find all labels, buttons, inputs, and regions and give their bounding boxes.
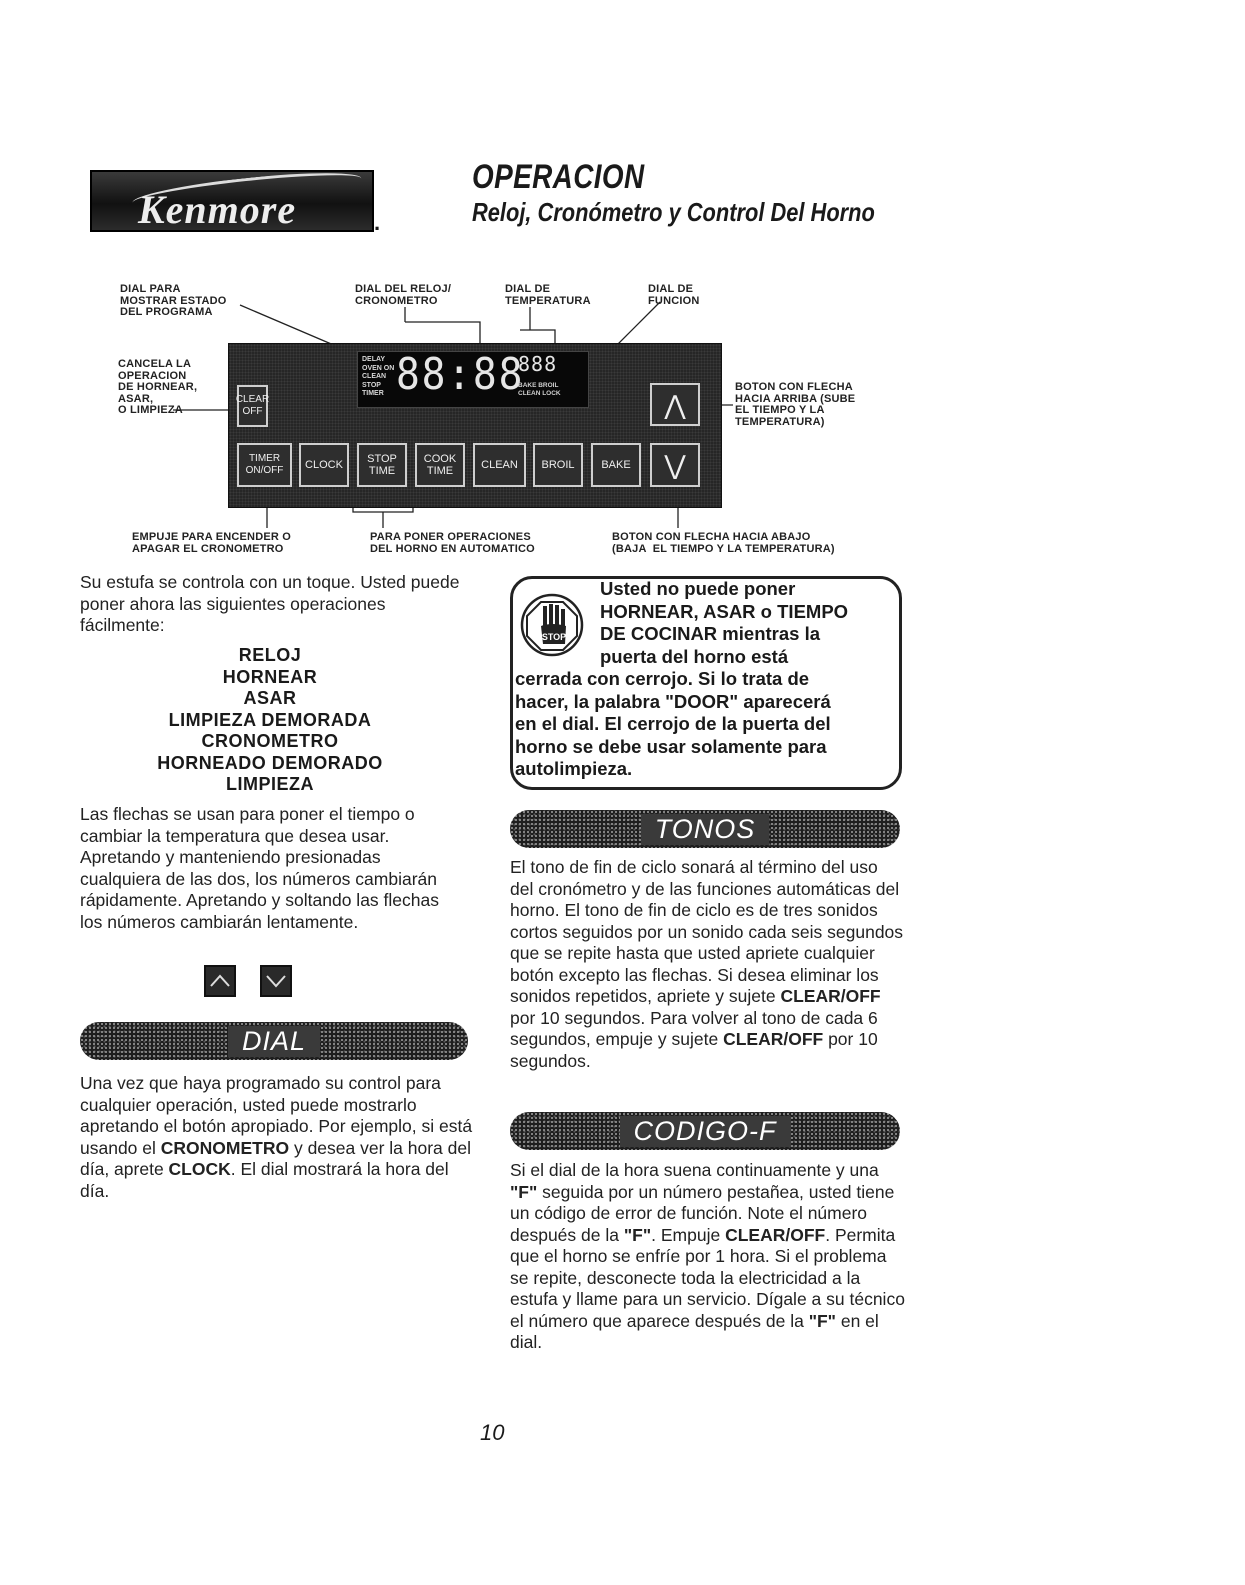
clear-off-button[interactable]: CLEAR OFF — [237, 385, 268, 427]
codigo-text-bold: "F" — [510, 1181, 538, 1202]
codigo-f-text — [510, 1160, 905, 1354]
timer-on-off-button[interactable]: TIMER ON/OFF — [237, 443, 292, 487]
bake-button[interactable]: BAKE — [591, 443, 641, 487]
warning-line: puerta del horno está — [600, 645, 789, 667]
codigo-f-banner — [510, 1112, 900, 1150]
stop-hand-icon — [519, 592, 585, 658]
display-temperature-digits: 888 — [518, 352, 558, 376]
dial-text-part: Una vez que haya programado su control para cualquier operación, usted puede mostrarlo apretando el botón apropiado. Por ejemplo, si está usando el — [80, 1073, 473, 1158]
callout-leader-lines — [0, 0, 1245, 600]
warning-line: en el dial. El cerrojo de la puerta del — [515, 713, 831, 734]
codigo-text-bold: "F" — [808, 1310, 836, 1331]
clean-button[interactable]: CLEAN — [473, 443, 526, 487]
callout-flecha-abajo: BOTON CON FLECHA HACIA ABAJO (BAJA EL TIEMPO Y LA TEMPERATURA) — [612, 531, 835, 555]
clock-button[interactable]: CLOCK — [299, 443, 349, 487]
warning-line: HORNEAR, ASAR o TIEMPO — [600, 600, 849, 622]
callout-dial-reloj: DIAL DEL RELOJ/ CRONOMETRO — [355, 283, 452, 307]
page-number: 10 — [480, 1420, 505, 1445]
tonos-text-bold: CLEAR/OFF — [780, 986, 881, 1006]
tonos-text-part: por 10 segundos. — [510, 1029, 878, 1071]
operation-hornear: HORNEAR — [222, 666, 318, 687]
down-arrow-icon — [260, 965, 292, 997]
dial-text-bold: CLOCK — [168, 1159, 231, 1179]
intro-text: Su estufa se controla con un toque. Usted puede poner ahora las siguientes operaciones fácilmente: — [80, 572, 460, 635]
operations-list — [80, 645, 460, 796]
callout-dial-funcion: DIAL DE FUNCION — [648, 283, 700, 307]
dial-text-part: . El dial mostrará la hora del día. — [80, 1159, 449, 1201]
operation-reloj: RELOJ — [238, 645, 302, 665]
operation-limpieza: LIMPIEZA — [226, 774, 314, 794]
tonos-banner-label: TONOS — [641, 814, 770, 845]
operation-asar: ASAR — [243, 688, 297, 708]
stop-icon-label: STOP — [541, 632, 567, 642]
page-title: OPERACION — [472, 158, 645, 196]
logo-dot: . — [374, 210, 381, 235]
codigo-text-part: . Permita que el horno se enfríe por 1 hora. Si el problema se repite, desconecte toda la electricidad a la estufa y llame para un servicio. Dígale a su técnico el número que aparece después de la — [510, 1224, 905, 1331]
cook-time-button[interactable]: COOK TIME — [415, 443, 465, 487]
dial-text-part: y desea ver la hora del día, aprete — [80, 1137, 472, 1179]
stop-time-button[interactable]: STOP TIME — [357, 443, 407, 487]
callout-dial-temperatura: DIAL DE TEMPERATURA — [505, 283, 591, 307]
down-arrow-button[interactable]: ⋁ — [650, 443, 700, 487]
codigo-text-bold: CLEAR/OFF — [725, 1224, 826, 1245]
warning-line: hacer, la palabra "DOOR" aparecerá — [515, 690, 831, 712]
dial-banner-label: DIAL — [228, 1026, 320, 1057]
callout-para-poner: PARA PONER OPERACIONES DEL HORNO EN AUTOMATICO — [370, 531, 535, 555]
dial-text — [80, 1073, 475, 1202]
display-status-indicators: DELAY OVEN ON CLEAN STOP TIMER — [362, 356, 395, 397]
codigo-text-part: . Empuje — [651, 1224, 726, 1245]
up-arrow-icon — [204, 965, 236, 997]
tonos-text — [510, 857, 905, 1072]
callout-cancela: CANCELA LA OPERACION DE HORNEAR, ASAR, O LIMPIEZA — [118, 358, 198, 416]
operation-cronometro: CRONOMETRO — [201, 731, 339, 751]
warning-text-bottom — [515, 668, 903, 781]
warning-line: Usted no puede poner — [600, 578, 796, 599]
warning-line: horno se debe usar solamente para — [515, 735, 827, 757]
codigo-text-part: Si el dial de la hora suena continuamente y una — [510, 1160, 879, 1180]
arrows-text: Las flechas se usan para poner el tiempo o cambiar la temperatura que desea usar. Apretando y manteniendo presionadas cualquiera de las dos, los números cambiarán rápidamente. Apretando y soltando las flechas los números cambiarán lentamente. — [80, 804, 439, 932]
operation-horneado-demorado: HORNEADO DEMORADO — [157, 752, 383, 773]
dial-banner — [80, 1022, 468, 1060]
up-arrow-button[interactable]: ⋀ — [650, 383, 700, 426]
display-clock-digits: 88:88 — [396, 349, 525, 400]
tonos-text-part: por 10 segundos. Para volver al tono de cada 6 segundos, empuje y sujete — [510, 1007, 878, 1049]
callout-flecha-arriba: BOTON CON FLECHA HACIA ARRIBA (SUBE EL TIEMPO Y LA TEMPERATURA) — [735, 381, 856, 428]
tonos-banner — [510, 810, 900, 848]
logo-wordmark: Kenmore — [138, 187, 297, 232]
warning-line: cerrada con cerrojo. Si lo trata de — [515, 668, 810, 689]
display-mode-indicators: BAKE BROIL CLEAN LOCK — [518, 382, 561, 397]
callout-dial-estado: DIAL PARA MOSTRAR ESTADO DEL PROGRAMA — [120, 283, 227, 318]
tonos-text-part: El tono de fin de ciclo sonará al término del uso del cronómetro y de las funciones automáticas del horno. El tono de fin de ciclo es de tres sonidos cortos seguidos por un sonido cada seis segundos que se repite hasta que usted apriete cualquier botón excepto las flechas. Si desea eliminar los sonidos repetidos, apriete y sujete — [510, 857, 904, 1006]
callout-empuje: EMPUJE PARA ENCENDER O APAGAR EL CRONOMETRO — [132, 531, 292, 555]
codigo-f-banner-label: CODIGO-F — [620, 1116, 791, 1147]
page-subtitle: Reloj, Cronómetro y Control Del Horno — [472, 197, 875, 227]
codigo-text-part: seguida por un número pestañea, usted tiene un código de error de función. Note el número después de la — [510, 1181, 895, 1245]
warning-line: autolimpieza. — [515, 758, 633, 779]
dial-text-bold: CRONOMETRO — [160, 1137, 290, 1158]
warning-text-top — [600, 578, 900, 668]
codigo-text-bold: "F" — [623, 1224, 652, 1245]
warning-line: DE COCINAR mientras la — [600, 623, 820, 644]
operation-limpieza-demorada: LIMPIEZA DEMORADA — [168, 709, 372, 730]
tonos-text-bold: CLEAR/OFF — [723, 1029, 824, 1049]
broil-button[interactable]: BROIL — [533, 443, 583, 487]
codigo-text-part: en el dial. — [510, 1310, 879, 1352]
